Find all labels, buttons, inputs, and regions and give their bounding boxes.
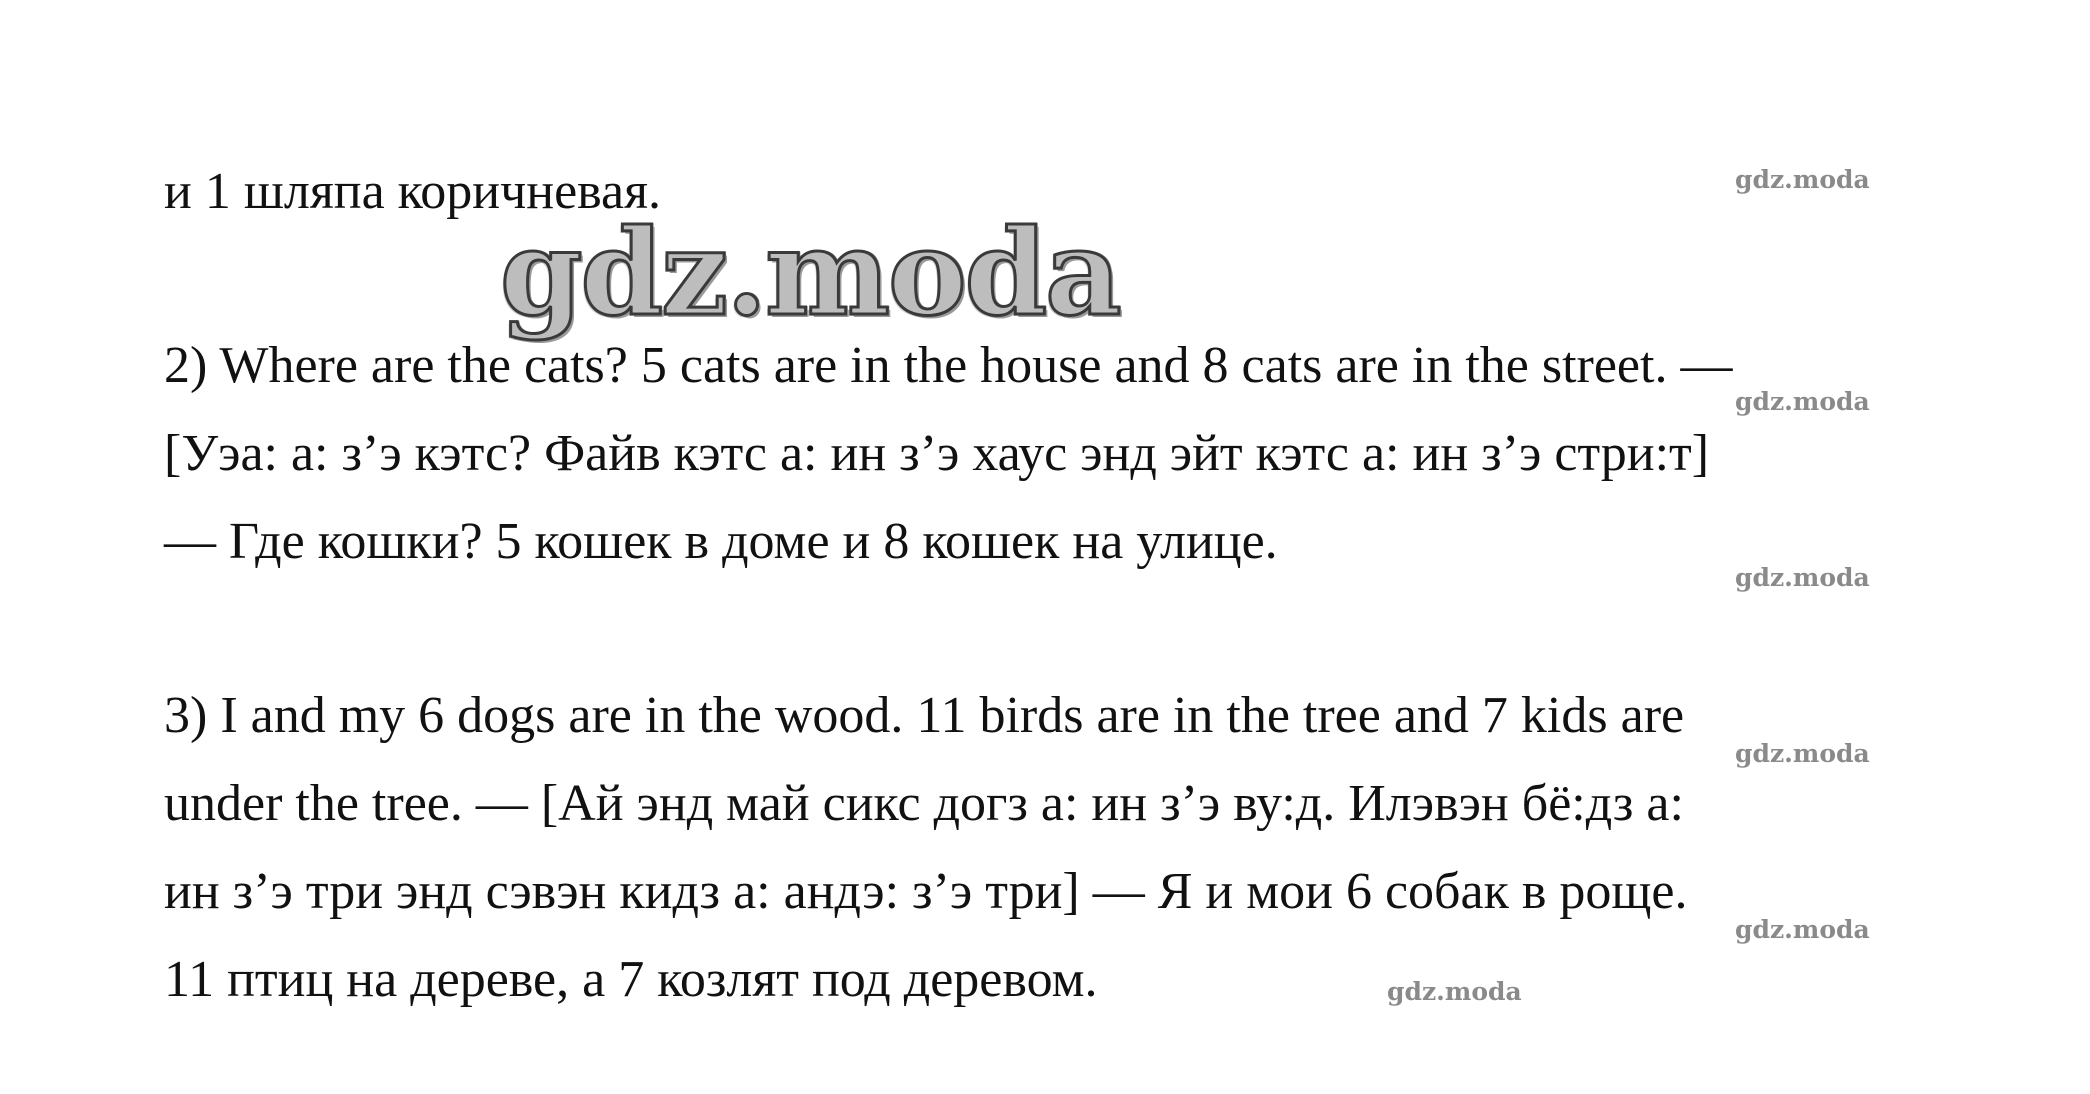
watermark-small: gdz.moda [1387,977,1522,1006]
text-line-q3-english-cont: under the tree. — [Ай энд май сикс догз а: ин з’э ву:д. Илэвэн бё:дз а: [164,775,1684,832]
text-line-q2-transcription: [Уэа: а: з’э кэтс? Файв кэтс а: ин з’э хаус энд эйт кэтс а: ин з’э стри:т] [164,425,1710,482]
text-line-q2-english: 2) Where are the cats? 5 cats are in the house and 8 cats are in the street. — [164,337,1733,394]
watermark-small: gdz.moda [1735,387,1870,416]
watermark-small: gdz.moda [1735,915,1870,944]
text-line-q2-translation: — Где кошки? 5 кошек в доме и 8 кошек на улице. [164,513,1278,570]
text-line-q3-english: 3) I and my 6 dogs are in the wood. 11 birds are in the tree and 7 kids are [164,687,1685,744]
watermark-small: gdz.moda [1735,563,1870,592]
watermark-small: gdz.moda [1735,165,1870,194]
text-line-q3-transcription: ин з’э три энд сэвэн кидз а: андэ: з’э три] — Я и мои 6 собак в роще. [164,863,1688,920]
watermark-logo-large: gdz.moda [500,203,1120,342]
text-line-q3-translation: 11 птиц на дереве, а 7 козлят под деревом. [164,951,1098,1008]
text-line-hat: и 1 шляпа коричневая. [164,163,662,220]
watermark-small: gdz.moda [1735,739,1870,768]
